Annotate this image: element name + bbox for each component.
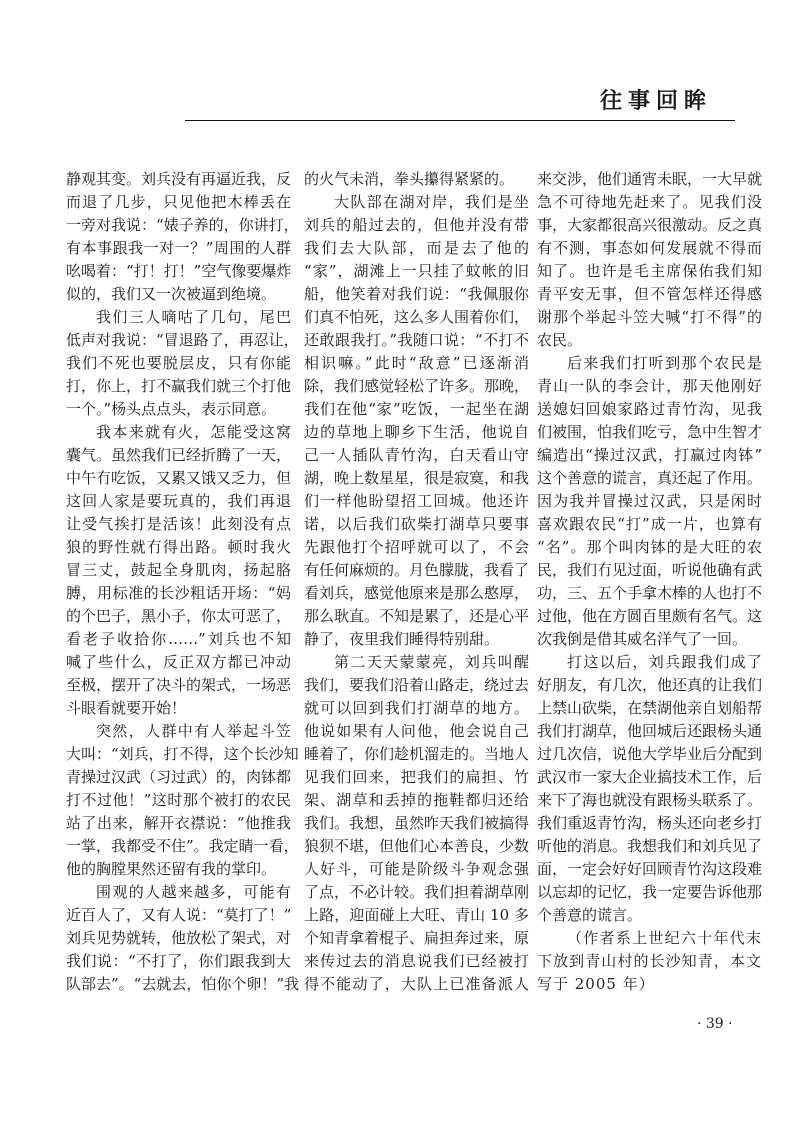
text-line: 下放到青山村的长沙知青，本文 [537,952,762,970]
text-column-left [66,168,300,996]
text-line: 人好斗，可能是阶级斗争观念强 [304,860,529,878]
paragraph [66,421,291,720]
text-line: 面，一定会好好回顾青竹沟这段难 [537,860,763,878]
text-line: 吆喝着：“打！打！”空气像要爆炸 [66,262,292,280]
text-line: 就可以回到我们打湖草的地方。 [304,699,529,717]
text-line: 低声对我说：“冒退路了，再忍让， [66,331,299,349]
text-line: 以忘却的记忆，我一定要告诉他那 [537,883,763,901]
paragraph [66,881,300,996]
paragraph [304,651,529,996]
text-line: 囊气。虽然我们已经折腾了一天， [66,446,292,464]
text-line: 膊，用标准的长沙粗话开场：“妈 [66,584,291,602]
text-line: 近百人了，又有人说：“莫打了！” [66,906,292,924]
text-line: 因为我并冒操过汉武，只是闲时 [537,492,762,510]
text-line: 有本事跟我一对一？”周围的人群 [66,239,291,257]
paragraph [304,168,529,191]
text-line: 至极，摆开了决斗的架式，一场恶 [66,676,292,694]
text-line: 编造出“操过汉武，打赢过肉钵” [537,446,762,464]
text-line: 打不过他！”这时那个被打的农民 [66,791,291,809]
text-line: 的个巴子，黑小子，你太可恶了， [66,607,292,625]
text-line: 谢那个举起斗笠大喊“打不得”的 [537,308,762,326]
text-line: 一旁对我说：“婊子养的，你讲打， [66,216,299,234]
text-line: 有任何麻烦的。月色朦胧，我看了 [304,561,530,579]
text-line: 架、湖草和丢掉的拖鞋都归还给 [304,791,529,809]
text-line: 我们去大队部，而是去了他的 [304,239,529,257]
text-line: 上路，迎面碰上大旺、青山 10 多 [304,906,529,924]
text-line: 武汉市一家大企业搞技术工作，后 [537,768,763,786]
text-line: 静了，夜里我们睡得特别甜。 [304,630,500,648]
text-line: 打，你上，打不赢我们就三个打他 [66,377,292,395]
paragraph [66,720,299,881]
text-line: 见我们回来，把我们的扁担、竹 [304,768,529,786]
text-line: 大叫：“刘兵，打不得，这个长沙知 [66,745,299,763]
text-line: 诺，以后我们砍柴打湖草只要事 [304,515,529,533]
text-line: 队部去”。“去就去，怕你个卵！”我 [66,975,300,993]
text-line: “家”，湖滩上一只挂了蚊帐的旧 [304,262,529,280]
text-line: 还敢跟我打。”我随口说：“不打不 [304,331,529,349]
text-line: 突然，人群中有人举起斗笠 [96,722,291,740]
paragraph [537,651,762,927]
section-title: 往事回眸 [600,89,713,114]
text-line: 青平安无事，但不管怎样还得感 [537,285,762,303]
text-line: 后来我们打听到那个农民是 [567,354,762,372]
text-line: 急不可待地先赶来了。见我们没 [537,193,762,211]
text-line: 围观的人越来越多，可能有 [96,883,291,901]
text-line: 功，三、五个手拿木棒的人也打不 [537,584,763,602]
text-line: 过几次信，说他大学毕业后分配到 [537,745,763,763]
text-line: 而退了几步，只见他把木棒丢在 [66,193,291,211]
text-line: 斗眼看就要开始！ [66,699,187,717]
text-line: 民，我们冇见过面，听说他确有武 [537,561,763,579]
text-line: 过他，他在方圆百里颇有名气。这 [537,607,763,625]
text-line: 刘兵见势就转，他放松了架式，对 [66,929,292,947]
text-line: 的火气未消，拳头攥得紧紧的。 [304,170,515,188]
text-line: 让受气挨打是活该！此刻没有点 [66,515,291,533]
text-line: 们一样他盼望招工回城。他还许 [304,492,529,510]
text-line: 来下了海也就没有跟杨头联系了。 [537,791,763,809]
text-line: 船，他笑着对我们说：“我佩服你 [304,285,529,303]
paragraph [66,168,299,306]
text-line: 边的草地上聊乡下生活，他说自 [304,423,529,441]
text-line: 我们说：“不打了，你们跟我到大 [66,952,291,970]
text-line: 狼狈不堪，但他们心本善良，少数 [304,837,530,855]
text-line: 除，我们感觉轻松了许多。那晚， [304,377,530,395]
text-line: 一掌，我都受不住”。我定睛一看， [66,837,299,855]
text-line: 我们在他“家”吃饭，一起坐在湖 [304,400,529,418]
text-line: 听他的消息。我想我们和刘兵见了 [537,837,763,855]
text-line: 次我倒是借其威名洋气了一回。 [537,630,748,648]
text-line: 青山一队的李会计，那天他刚好 [537,377,762,395]
text-line: 农民。 [537,331,583,349]
text-line: 个善意的谎言。 [537,906,643,924]
text-line: 了点，不必计较。我们担着湖草刚 [304,883,530,901]
text-line: 上禁山砍柴，在禁湖他亲自划船帮 [537,699,763,717]
text-line: 得不能动了，大队上已准备派人 [304,975,529,993]
text-line: 这个善意的谎言，真还起了作用。 [537,469,763,487]
text-line: 睡着了，你们趁机溜走的。当地人 [304,745,530,763]
text-line: 第二天天蒙蒙亮，刘兵叫醒 [334,653,529,671]
page-number: · 39 · [697,1016,733,1032]
text-line: 冒三丈，鼓起全身肌肉，扬起胳 [66,561,291,579]
text-line: 我们，要我们沿着山路走，绕过去 [304,676,530,694]
text-line: （作者系上世纪六十年代末 [567,929,762,947]
text-line: 刘兵的船过去的，但他并没有带 [304,216,529,234]
text-line: 大队部在湖对岸，我们是坐 [334,193,529,211]
text-line: 们真不怕死，这么多人围着你们， [304,308,530,326]
text-line: 我们打湖草，他回城后还跟杨头通 [537,722,763,740]
text-line: 青操过汉武（习过武）的，肉钵都 [66,768,292,786]
text-line: 先跟他打个招呼就可以了，不会 [304,538,529,556]
text-line: 这回人家是要玩真的，我们再退 [66,492,291,510]
text-line: 看老子收拾你……”刘兵也不知 [66,630,291,648]
text-line: 他的胸膛果然还留有我的掌印。 [66,860,277,878]
text-line: 来传过去的消息说我们已经被打 [304,952,529,970]
text-line: 写于 2005 年） [537,975,655,993]
text-line: 似的，我们又一次被逼到绝境。 [66,285,277,303]
text-line: 湖，晚上数星星，很是寂寞，和我 [304,469,530,487]
text-line: 打这以后，刘兵跟我们成了 [567,653,762,671]
text-line: 站了出来，解开衣襟说：“他推我 [66,814,291,832]
text-line: 喊了些什么，反正双方都已冲动 [66,653,291,671]
paragraph [537,352,762,651]
author-note [537,927,762,996]
text-line: 我们不死也要脱层皮，只有你能 [66,354,291,372]
text-line: 中午冇吃饭，又累又饿又乏力，但 [66,469,292,487]
text-line: 事，大家都很高兴很激动。反之真 [537,216,763,234]
text-line: 有不测，事态如何发展就不得而 [537,239,762,257]
text-line: 我本来就有火，怎能受这窝 [96,423,291,441]
header-rule [185,120,735,121]
text-line: 知了。也许是毛主席保佑我们知 [537,262,762,280]
text-line: 我们。我想，虽然昨天我们被搞得 [304,814,530,832]
text-line: 喜欢跟农民“打”成一片，也算有 [537,515,762,533]
text-line: 相识嘛。”此时“敌意”已逐渐消 [304,354,529,372]
paragraph [537,168,762,352]
text-line: 们被围，怕我们吃亏，急中生智才 [537,423,763,441]
paragraph [304,191,529,651]
text-line: 我们重返青竹沟，杨头还向老乡打 [537,814,763,832]
text-column-right [537,168,762,996]
text-line: 我们三人嘀咕了几句，尾巴 [96,308,291,326]
paragraph [66,306,299,421]
text-column-middle [304,168,529,996]
text-line: 静观其变。刘兵没有再逼近我，反 [66,170,292,188]
text-line: 送媳妇回娘家路过青竹沟，见我 [537,400,762,418]
text-line: “名”。那个叫肉钵的是大旺的农 [537,538,762,556]
text-line: 好朋友，有几次，他还真的让我们 [537,676,763,694]
text-line: 己一人插队青竹沟，白天看山守 [304,446,529,464]
text-line: 来交涉，他们通宵未眠，一大早就 [537,170,763,188]
text-line: 一个。”杨头点点头，表示同意。 [66,400,277,418]
text-line: 个知青拿着棍子、扁担奔过来，原 [304,929,530,947]
text-line: 他说如果有人问他，他会说自己 [304,722,529,740]
text-line: 狼的野性就冇得出路。顿时我火 [66,538,291,556]
text-line: 那么耿直。不知是累了，还是心平 [304,607,530,625]
text-line: 看刘兵，感觉他原来是那么憨厚， [304,584,530,602]
